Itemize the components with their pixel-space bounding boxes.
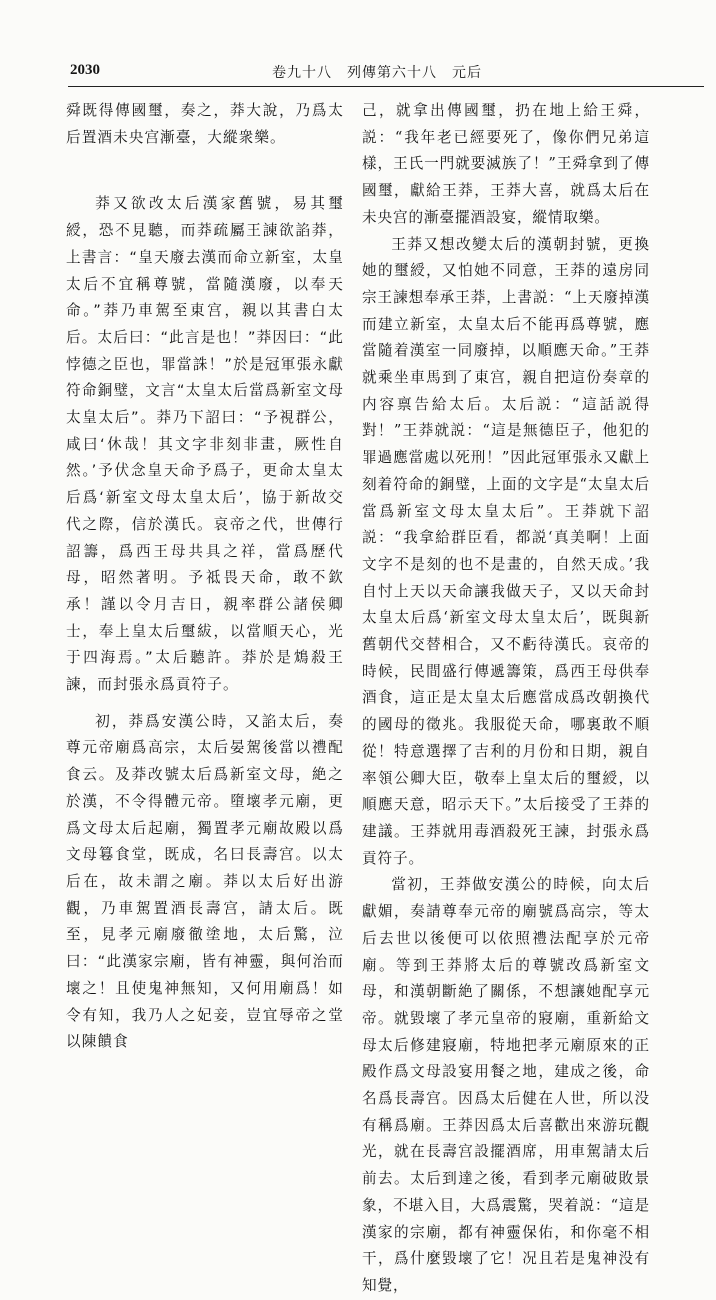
page-number: 2030 bbox=[70, 62, 100, 78]
translation-paragraph-3: 當初，王莽做安漢公的時候，向太后獻媚，奏請尊奉元帝的廟號爲高宗，等太后去世以後便可以依照禮法配享於元帝廟。等到王莽將太后的尊號改爲新室文母，和漢朝斷絶了關係，不想讓她配享元帝。就毀壞了孝元皇帝的寢廟，重新給文母太后修建寢廟，特地把孝元廟原來的正殿作爲文母設宴用餐之地，建成之後，命名爲長壽宫。因爲太后健在人世，所以没有稱爲廟。王莽因爲太后喜歡出來游玩觀光，就在長壽宫設擺酒席，用車駕請太后前去。太后到達之後，看到孝元廟破敗景象，不堪入目，大爲震驚，哭着説：“這是漢家的宗廟，都有神靈保佑，和你毫不相干，爲什麼毀壞了它！况且若是鬼神没有知覺， bbox=[362, 876, 650, 1294]
translation-paragraph-2: 王莽又想改變太后的漢朝封號，更換她的璽綬，又怕她不同意，王莽的遠房同宗王諫想奉承王莽，上書説：“上天廢掉漢而建立新室，太皇太后不能再爲尊號，應當隨着漢室一同廢掉，以順應天命。”王莽就乘坐車馬到了東宫，親自把這份奏章的内容禀告給太后。太后説：“這話説得對！”王莽就説：“這是無德臣子，他犯的罪過應當處以死刑！”因此冠軍張永又獻上刻着符命的銅璧，上面的文字是“太皇太后當爲新室文母太皇太后”。王莽就下詔説：“我拿給群臣看，都説‘真美啊！上面文字不是刻的也不是畫的，自然天成。’我自忖上天以天命讓我做天子，又以天命封太皇太后爲‘新室文母太皇太后’，既與新舊朝代交替相合，又不虧待漢氏。哀帝的時候，民間盛行傳遞籌策，爲西王母供奉酒食，這正是太皇太后應當成爲改朝換代的國母的徵兆。我服從天命，哪裏敢不順從！特意選擇了吉利的月份和日期，親自率領公卿大臣，敬奉上皇太后的璽綬，以順應天意，昭示天下。”太后接受了王莽的建議。王莽就用毒酒殺死王諫，封張永爲貢符子。 bbox=[362, 235, 650, 867]
classical-paragraph-2: 莽又欲改太后漢家舊號，易其璽綬，恐不見聽，而莽疏屬王諫欲諂莽，上書言：“皇天廢去漢而命立新室，太皇太后不宜稱尊號，當隨漢廢，以奉天命。”莽乃車駕至東宫，親以其書白太后。太后曰：“此言是也！”莽因曰：“此悖德之臣也，罪當誅！”於是冠軍張永獻符命銅璧，文言“太皇太后當爲新室文母太皇太后”。莽乃下詔曰：“予視群公，咸曰‘休哉！其文字非刻非畫，厥性自然。’予伏念皇天命予爲子，更命太皇太后爲‘新室文母太皇太后’，協于新故交代之際，信於漢氏。哀帝之代，世傳行詔籌，爲西王母共具之祥，當爲歷代母，昭然著明。予祗畏天命，敢不欽承！謹以令月吉日，親率群公諸侯卿士，奉上皇太后璽紱，以當順天心，光于四海焉。”太后聽許。莽於是鴆殺王諫，而封張永爲貢符子。 bbox=[66, 195, 344, 694]
classical-paragraph-3: 初，莽爲安漢公時，又諂太后，奏尊元帝廟爲高宗，太后晏駕後當以禮配食云。及莽改號太后爲新室文母，絶之於漢，不令得體元帝。墮壞孝元廟，更爲文母太后起廟，獨置孝元廟故殿以爲文母篹食堂，既成，名曰長壽宫。以太后在，故未謂之廟。莽以太后好出游觀，乃車駕置酒長壽宫，請太后。既至，見孝元廟廢徹塗地，太后驚，泣曰：“此漢家宗廟，皆有神靈，與何治而壞之！且使鬼神無知，又何用廟爲！如令有知，我乃人之妃妾，豈宜辱帝之堂以陳饋食 bbox=[66, 712, 344, 1051]
running-title: 卷九十八 列傳第六十八 元后 bbox=[272, 65, 482, 81]
header-rule bbox=[68, 86, 704, 87]
section-gap bbox=[66, 151, 344, 191]
classical-text-column bbox=[66, 98, 344, 1056]
translation-column bbox=[362, 98, 650, 1300]
translation-paragraph-1: 己，就拿出傳國璽，扔在地上給王舜，説：“我年老已經要死了，像你們兄弟這樣，王氏一門就要滅族了！”王舜拿到了傳國璽，獻給王莽，王莽大喜，就爲太后在未央宫的漸臺擺酒設宴，縱情取樂。 bbox=[362, 102, 650, 226]
classical-paragraph-1: 舜既得傳國璽，奏之，莽大說，乃爲太后置酒未央宫漸臺，大縱衆樂。 bbox=[66, 102, 344, 146]
page-header bbox=[40, 58, 690, 84]
paragraph-gap bbox=[66, 699, 344, 709]
